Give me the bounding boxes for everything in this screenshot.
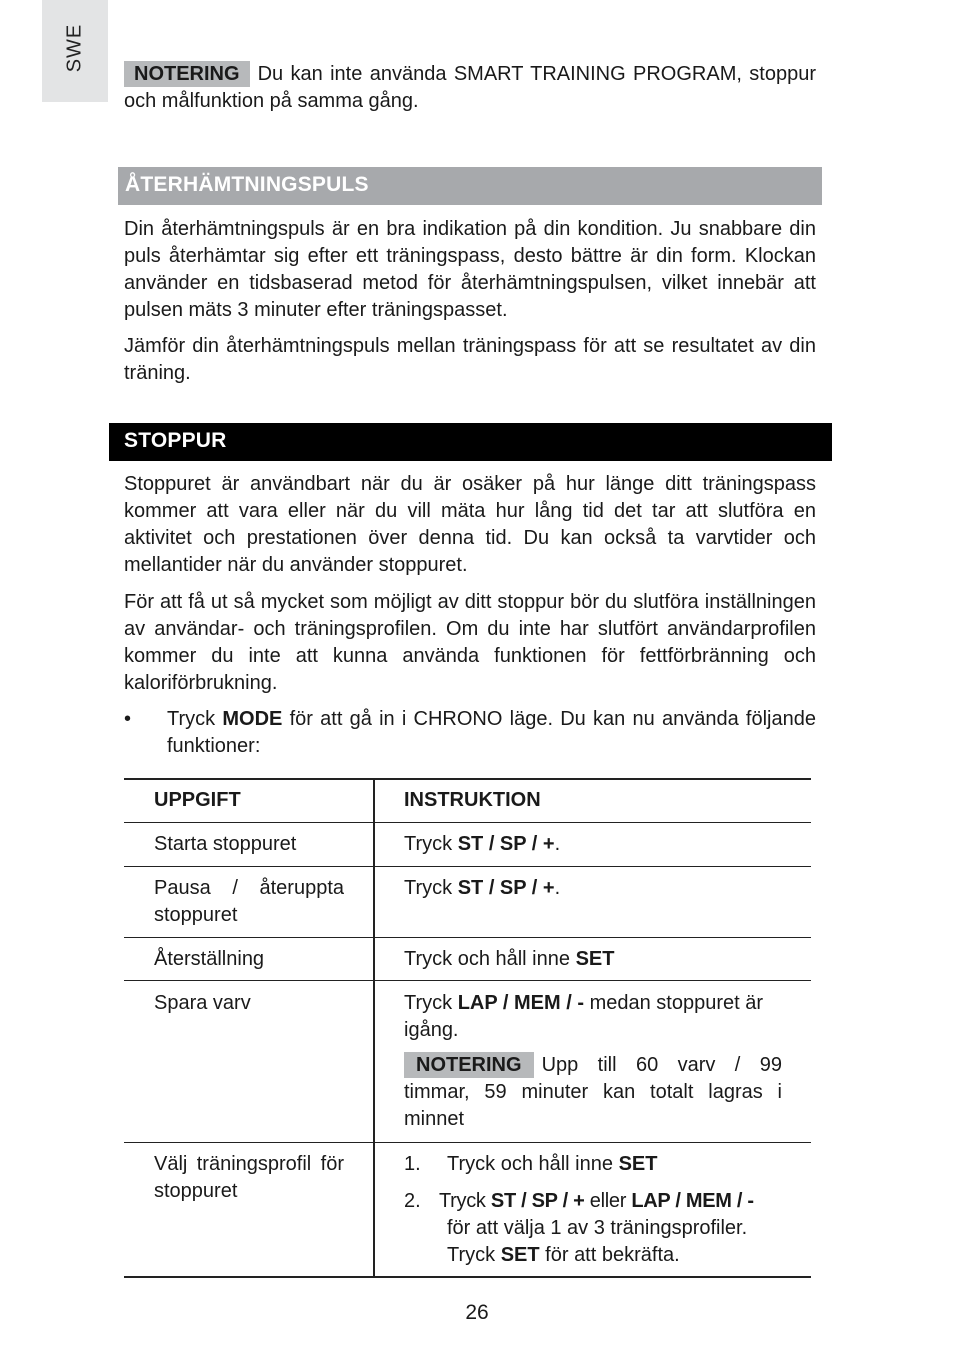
table-rule (124, 980, 811, 981)
step-text (447, 1151, 657, 1178)
recovery-paragraph-2: Jämför din återhämtningspuls mellan träningspass för att se resultatet av din träning. (124, 335, 816, 384)
step-text-line-2: för att välja 1 av 3 träningsprofiler. (447, 1217, 748, 1239)
instr-text: . (554, 833, 561, 855)
bullet-text-post: för att gå in i CHRONO läge. Du kan nu använda följande funktioner: (167, 708, 816, 757)
table-rule (124, 866, 811, 867)
table-header-task: UPPGIFT (154, 789, 241, 811)
bullet-key: MODE (222, 708, 283, 730)
section-title-recovery: ÅTERHÄMTNINGSPULS (125, 173, 369, 196)
function-table (124, 778, 811, 1278)
instr-key: SET (575, 948, 615, 970)
page-number: 26 (465, 1301, 489, 1324)
table-cell-instruction (404, 946, 782, 973)
table-rule (124, 937, 811, 938)
instr-key: ST / SP / + (490, 1190, 585, 1212)
instr-text: Tryck (404, 877, 458, 899)
table-cell-instruction (404, 990, 782, 1044)
recovery-paragraph-1: Din återhämtningspuls är en bra indikation på din kondition. Ju snabbare din puls återhämtar sig efter ett träningspass, desto bättre är din form. Klockan använder en tidsbaserad metod för återhämtningspulsen, vilket innebär att pulsen mäts 3 minuter efter träningspasset. (124, 218, 816, 321)
note-tag: NOTERING (124, 61, 250, 87)
step-number: 1. (404, 1153, 421, 1175)
note-tag: NOTERING (404, 1052, 534, 1078)
instr-text: Tryck och håll inne (447, 1153, 619, 1175)
instr-text: eller (584, 1190, 632, 1212)
instr-key: ST / SP / + (457, 877, 555, 899)
language-label: SWE (63, 23, 86, 73)
stopwatch-paragraph-1: Stoppuret är användbart när du är osäker på hur länge ditt träningspass kommer att vara eller när du vill mäta hur lång tid det tar att slutföra en aktivitet och prestationen över denna tid. Du kan också ta varvtider och mellantider när du använder stoppuret. (124, 473, 816, 576)
bullet-dot: • (124, 708, 132, 730)
instr-text: Tryck (404, 833, 458, 855)
note-paragraph (124, 61, 816, 115)
instr-key: LAP / MEM / - (631, 1190, 754, 1212)
instr-text: Tryck och håll inne (404, 948, 576, 970)
table-rule (124, 1142, 811, 1143)
step-number: 2. (404, 1190, 421, 1212)
instr-text: medan stoppuret är igång. (404, 992, 764, 1041)
table-cell-instruction (404, 875, 782, 902)
instr-key: ST / SP / + (457, 833, 555, 855)
table-column-divider (373, 778, 375, 1278)
table-note (404, 1052, 782, 1133)
note-text: Du kan inte använda SMART TRAINING PROGRAM, stoppur och målfunktion på samma gång. (124, 63, 816, 112)
table-rule-bottom (124, 1276, 811, 1278)
bullet-text-pre: Tryck (167, 708, 223, 730)
table-cell-task: Spara varv (154, 992, 251, 1014)
table-cell-task: Starta stoppuret (154, 833, 297, 855)
instr-key: SET (500, 1244, 540, 1266)
table-cell-instruction-step-1 (404, 1151, 782, 1178)
language-tab (42, 0, 108, 102)
table-header-instruction: INSTRUKTION (404, 789, 541, 811)
instr-text: Tryck (439, 1190, 491, 1212)
section-header-stopwatch (109, 423, 832, 461)
section-header-recovery (118, 167, 822, 205)
stopwatch-paragraph-2: För att få ut så mycket som möjligt av ditt stoppur bör du slutföra inställningen av användar- och träningsprofilen. Om du inte har slutfört användarprofilen kommer du inte att kunna använda funktionen för fettförbränning och kaloriförbrukning. (124, 591, 816, 694)
table-cell-task: Återställning (154, 948, 265, 970)
table-cell-instruction (404, 831, 782, 858)
note-text: Upp till 60 varv / 99 timmar, 59 minuter kan totalt lagras i minnet (404, 1054, 782, 1130)
instr-text: för att bekräfta. (539, 1244, 680, 1266)
table-rule-top (124, 778, 811, 780)
table-cell-instruction-step-2 (404, 1188, 782, 1215)
instr-key: LAP / MEM / - (457, 992, 585, 1014)
step-text-line-3 (447, 1242, 787, 1269)
instr-text: . (554, 877, 561, 899)
table-cell-task: Pausa / återuppta stoppuret (154, 877, 344, 926)
instr-text: Tryck (404, 992, 458, 1014)
bullet-text (167, 706, 816, 760)
table-rule (124, 822, 811, 823)
instr-text: Tryck (447, 1244, 501, 1266)
step-text (439, 1188, 754, 1215)
instr-key: SET (618, 1153, 658, 1175)
table-cell-task: Välj träningsprofil för stoppuret (154, 1153, 344, 1202)
section-title-stopwatch: STOPPUR (124, 429, 227, 452)
